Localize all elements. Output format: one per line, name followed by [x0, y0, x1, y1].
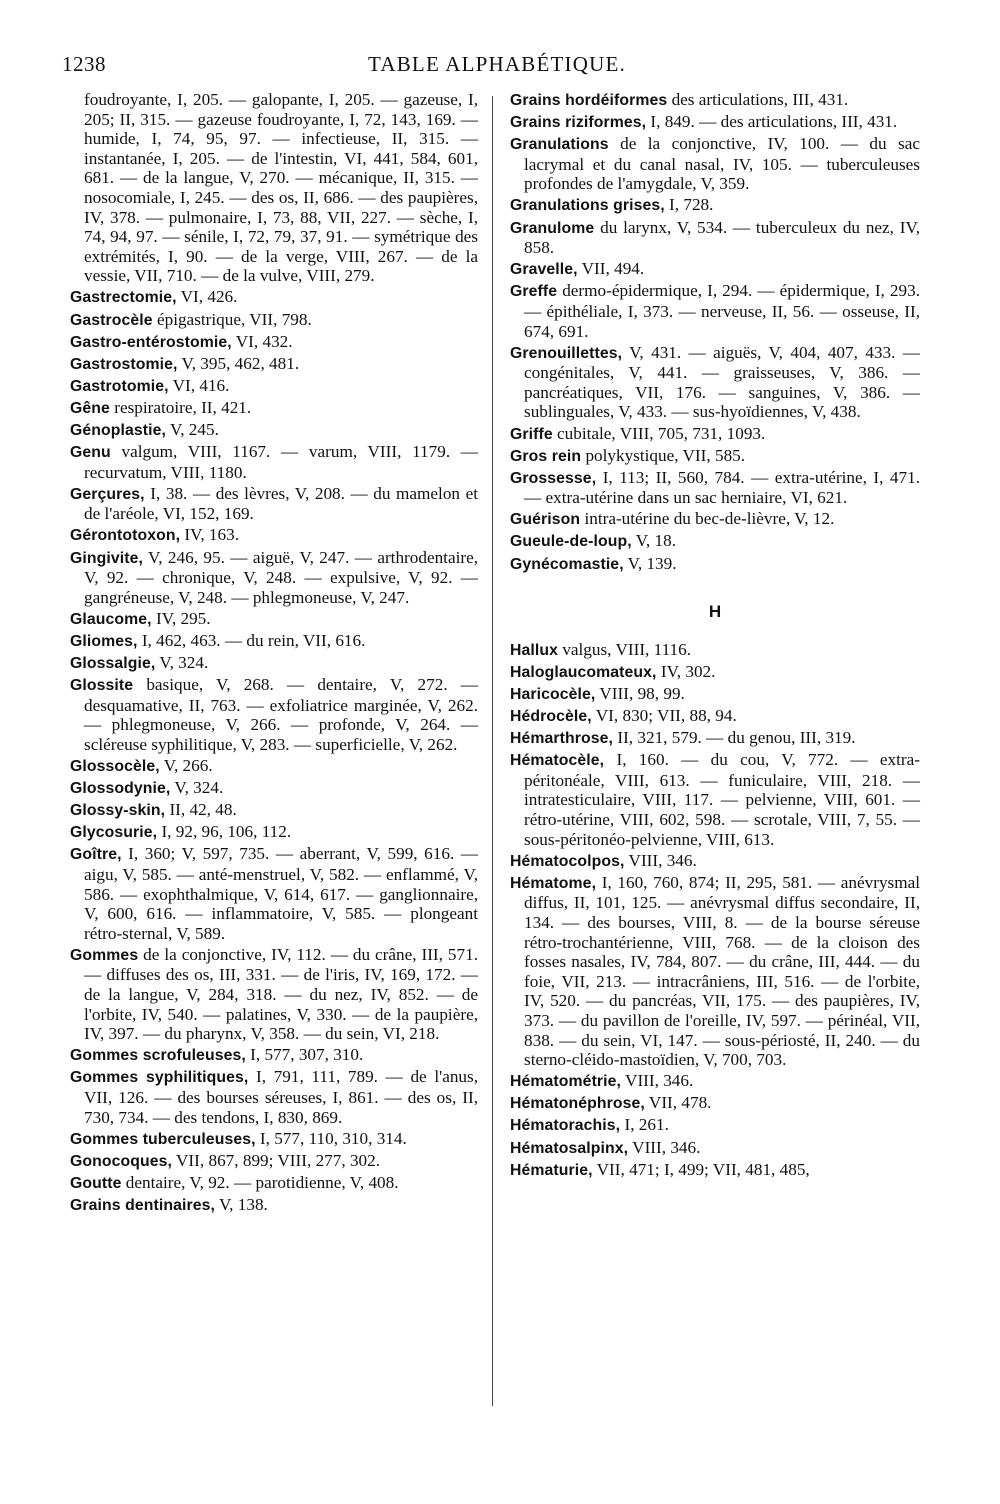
index-term: Goître, — [70, 846, 122, 864]
index-term: Gommes syphilitiques, — [70, 1069, 249, 1087]
index-term: Hématurie, — [510, 1161, 593, 1179]
index-term: Glycosurie, — [70, 824, 158, 842]
index-references: V, 138. — [215, 1194, 268, 1214]
index-entry — [510, 195, 920, 216]
index-entry — [70, 822, 478, 843]
index-entry — [70, 287, 478, 308]
index-entry — [510, 1071, 920, 1092]
index-term: Haricocèle, — [510, 685, 596, 703]
index-term: Glossodynie, — [70, 780, 171, 798]
index-references: des articulations, III, 431. — [667, 90, 849, 109]
page-title: TABLE ALPHABÉTIQUE. — [368, 52, 626, 76]
index-references: I, 728. — [664, 195, 714, 215]
index-references: II, 321, 579. — du genou, III, 319. — [613, 728, 856, 748]
index-references: polykystique, VII, 585. — [581, 445, 746, 465]
index-entry — [510, 1138, 920, 1159]
index-references: épigastrique, VII, 798. — [152, 309, 312, 329]
index-references: VII, 478. — [644, 1093, 712, 1113]
index-references: VIII, 346. — [624, 850, 697, 870]
index-entry — [510, 1115, 920, 1136]
index-references: VII, 494. — [577, 259, 645, 279]
index-term: Hématonéphrose, — [510, 1095, 645, 1113]
index-entry — [510, 873, 920, 1070]
index-term: Hémarthrose, — [510, 730, 614, 748]
index-references: basique, V, 268. — dentaire, V, 272. — desquamative, II, 763. — exfoliatrice marginée, V, 262. — phlegmoneuse, V, 266. — profonde, V, 264. — scléreuse syphilitique, V, 283. — superficielle, V, 262. — [84, 675, 478, 754]
index-term: Greffe — [510, 283, 558, 301]
index-term: Granulome — [510, 219, 595, 237]
index-entry — [510, 90, 920, 111]
index-references: intra-utérine du bec-de-lièvre, V, 12. — [580, 509, 835, 529]
index-term: Gravelle, — [510, 261, 578, 279]
index-references: du larynx, V, 534. — tuberculeux du nez, IV, 858. — [524, 217, 920, 258]
index-references: IV, 302. — [656, 661, 716, 681]
index-references: cubitale, VIII, 705, 731, 1093. — [552, 423, 766, 443]
index-term: Gingivite, — [70, 549, 143, 567]
index-term: Gastrostomie, — [70, 355, 178, 373]
index-term: Gerçures, — [70, 485, 145, 503]
index-term: Hallux — [510, 641, 559, 659]
index-term: Genu — [70, 444, 111, 462]
index-entry — [70, 844, 478, 943]
index-references: de la conjonctive, IV, 100. — du sac lacrymal et du canal nasal, IV, 105. — tuberculeuses profondes de l'amygdale, V, 359. — [524, 134, 920, 194]
index-references: I, 160, 760, 874; II, 295, 581. — anévrysmal diffus, II, 101, 125. — anévrysmal diffus secondaire, II, 134. — des bourses, VIII, 8. — de la bourse séreuse rétro-trochantérienne, VIII, 768. — de la cloison des fosses nasales, IV, 784, 807. — du crâne, III, 444. — du foie, VII, 213. — intracrâniens, III, 516. — de l'orbite, IV, 520. — du pancréas, VII, 175. — des paupières, IV, 373. — du pavillon de l'oreille, IV, 597. — périnéal, VII, 838. — du sein, VI, 147. — sous-périosté, II, 240. — du sterno-cléido-mastoïdien, V, 700, 703. — [524, 872, 920, 1070]
index-entry — [70, 800, 478, 821]
index-entry — [70, 778, 478, 799]
index-references: II, 42, 48. — [165, 800, 237, 820]
index-references: I, 577, 307, 310. — [245, 1045, 364, 1065]
index-references: I, 113; II, 560, 784. — extra-utérine, I, 471. — extra-utérine dans un sac herniaire, VI, 621. — [524, 467, 920, 508]
index-term: Grenouillettes, — [510, 344, 623, 362]
index-entry — [70, 398, 478, 419]
index-references: VIII, 346. — [621, 1071, 694, 1091]
index-term: Génoplastie, — [70, 422, 167, 439]
index-entry — [510, 1160, 920, 1181]
index-entry — [70, 609, 478, 630]
index-entry — [510, 509, 920, 530]
index-references: V, 245. — [166, 420, 219, 439]
index-term: Granulations — [510, 136, 609, 154]
index-entry — [70, 1129, 478, 1150]
index-references: respiratoire, II, 421. — [109, 397, 252, 417]
right-column-g-entries — [510, 90, 920, 574]
index-term: Grains riziformes, — [510, 114, 647, 132]
index-term: Glossite — [70, 677, 134, 695]
index-entry — [70, 376, 478, 397]
index-entry — [70, 332, 478, 353]
section-letter: H — [708, 602, 722, 622]
index-references: V, 431. — aiguës, V, 404, 407, 433. — congénitales, V, 441. — graisseuses, V, 386. — pancréatiques, VII, 176. — sanguines, V, 386. — sublinguales, V, 433. — sus-hyoïdiennes, V, 438. — [524, 342, 920, 422]
index-references: I, 360; V, 597, 735. — aberrant, V, 599, 616. — aigu, V, 585. — anté-menstruel, V, 582. — enflammé, V, 586. — exophthalmique, V, 614, 617. — ganglionnaire, V, 600, 616. — inflammatoire, V, 585. — plongeant rétro-sternal, V, 589. — [84, 844, 478, 943]
index-entry — [70, 484, 478, 524]
index-entry — [70, 354, 478, 375]
index-term: Gastrocèle — [70, 311, 153, 329]
index-term: Gros rein — [510, 447, 582, 465]
index-term: Guérison — [510, 511, 581, 529]
index-term: Goutte — [70, 1174, 122, 1192]
index-references: I, 261. — [620, 1115, 669, 1135]
index-references: VI, 830; VII, 88, 94. — [591, 706, 737, 726]
index-references: VI, 432. — [231, 331, 293, 351]
index-entry — [510, 468, 920, 508]
index-term: Granulations grises, — [510, 197, 665, 215]
index-entry — [510, 554, 920, 575]
index-references: valgum, VIII, 1167. — varum, VIII, 1179. — recurvatum, VIII, 1180. — [84, 442, 478, 482]
index-term: Grossesse, — [510, 469, 597, 487]
left-column — [70, 90, 478, 1217]
column-divider — [492, 96, 493, 1406]
index-references: V, 266. — [159, 756, 213, 775]
index-entry — [70, 1195, 478, 1216]
index-references: I, 38. — des lèvres, V, 208. — du mamelon et de l'aréole, VI, 152, 169. — [84, 483, 478, 524]
index-term: Grains hordéiformes — [510, 92, 668, 109]
index-term: Glossalgie, — [70, 655, 156, 673]
index-references: V, 324. — [155, 653, 209, 673]
index-entry — [510, 640, 920, 661]
index-entry — [510, 662, 920, 683]
index-term: Glossy-skin, — [70, 802, 166, 820]
index-entry — [510, 446, 920, 467]
index-references: V, 139. — [623, 553, 677, 573]
index-entry — [510, 531, 920, 552]
index-references: I, 160. — du cou, V, 772. — extra-péritonéale, VIII, 613. — funiculaire, VIII, 218. — intratesticulaire, VIII, 117. — pelvienne, VIII, 601. — rétro-utérine, VIII, 602, 598. — scrotale, VIII, 7, 55. — sous-péritonéo-pelvienne, VIII, 613. — [524, 750, 920, 849]
index-term: Hématosalpinx, — [510, 1139, 629, 1157]
index-term: Gérontotoxon, — [70, 527, 181, 545]
index-entry — [70, 442, 478, 482]
index-term: Gommes — [70, 946, 139, 964]
index-references: dentaire, V, 92. — parotidienne, V, 408. — [121, 1172, 399, 1192]
index-references: VI, 416. — [168, 375, 230, 395]
right-column-h-entries — [510, 640, 920, 1180]
index-entry — [70, 1067, 478, 1127]
index-term: Gueule-de-loup, — [510, 533, 632, 551]
index-entry — [70, 631, 478, 652]
index-term: Gastrotomie, — [70, 377, 169, 395]
index-references: dermo-épidermique, I, 294. — épidermique, I, 293. — épithéliale, I, 373. — nerveuse, II, 56. — osseuse, II, 674, 691. — [524, 281, 920, 341]
index-entry — [70, 1045, 478, 1066]
page-number: 1238 — [62, 52, 106, 76]
index-entry — [70, 653, 478, 674]
index-entry — [70, 756, 478, 777]
index-entry — [510, 728, 920, 749]
index-references: VI, 426. — [176, 287, 238, 307]
index-term: Hématométrie, — [510, 1073, 622, 1091]
index-entry — [70, 525, 478, 546]
index-references: VII, 471; I, 499; VII, 481, 485, — [592, 1159, 810, 1179]
index-references: I, 462, 463. — du rein, VII, 616. — [137, 630, 366, 650]
index-entry — [510, 259, 920, 280]
index-entry — [70, 420, 478, 441]
index-references: I, 577, 110, 310, 314. — [255, 1128, 407, 1148]
index-entry — [510, 218, 920, 258]
index-entry — [70, 1151, 478, 1172]
index-term: Griffe — [510, 425, 553, 443]
index-term: Gliomes, — [70, 632, 138, 650]
index-entry — [510, 1093, 920, 1114]
index-entry — [70, 945, 478, 1044]
index-entry — [510, 684, 920, 705]
index-references: I, 849. — des articulations, III, 431. — [646, 112, 898, 132]
index-term: Gommes scrofuleuses, — [70, 1047, 246, 1065]
index-entry — [510, 851, 920, 872]
index-references: VIII, 98, 99. — [595, 683, 685, 703]
index-references: I, 791, 111, 789. — de l'anus, VII, 126. — des bourses séreuses, I, 861. — des os, II, 730, 734. — des tendons, I, 830, 869. — [84, 1067, 478, 1127]
running-header — [62, 52, 938, 86]
index-references: IV, 295. — [151, 608, 211, 628]
index-entry — [70, 675, 478, 754]
index-term: Hédrocèle, — [510, 708, 592, 726]
index-term: Glossocèle, — [70, 758, 160, 775]
index-entry — [70, 1173, 478, 1194]
index-references: IV, 163. — [180, 525, 240, 545]
index-references: valgus, VIII, 1116. — [558, 639, 692, 659]
index-entry — [510, 343, 920, 422]
index-term: Hématorachis, — [510, 1117, 621, 1135]
index-references: V, 18. — [631, 531, 676, 551]
index-entry — [510, 134, 920, 194]
index-references: I, 92, 96, 106, 112. — [157, 822, 292, 842]
index-entry — [510, 424, 920, 445]
right-column — [510, 90, 920, 1182]
index-term: Hématocolpos, — [510, 852, 625, 870]
index-entry — [510, 112, 920, 133]
index-term: Haloglaucomateux, — [510, 663, 657, 681]
index-term: Gonocoques, — [70, 1152, 173, 1170]
index-term: Gêne — [70, 399, 110, 417]
index-references: V, 395, 462, 481. — [177, 353, 300, 373]
index-term: Gastro-entérostomie, — [70, 333, 232, 351]
index-term: Gommes tuberculeuses, — [70, 1130, 256, 1148]
index-entry — [70, 310, 478, 331]
index-references: de la conjonctive, IV, 112. — du crâne, III, 571. — diffuses des os, III, 331. — de l'iris, IV, 169, 172. — de la langue, V, 284, 318. — du nez, IV, 852. — de l'orbite, IV, 540. — palatines, V, 330. — de la paupière, IV, 397. — du pharynx, V, 358. — du sein, VI, 218. — [84, 944, 478, 1044]
index-references: V, 246, 95. — aiguë, V, 247. — arthrodentaire, V, 92. — chronique, V, 248. — expulsive, V, 92. — gangréneuse, V, 248. — phlegmoneuse, V, 247. — [84, 547, 478, 607]
index-term: Gynécomastie, — [510, 555, 624, 573]
index-references: foudroyante, I, 205. — galopante, I, 205. — gazeuse, I, 205; II, 315. — gazeuse foudroyante, I, 72, 143, 169. — humide, I, 74, 95, 97. — infectieuse, II, 315. — instantanée, I, 205. — de l'intestin, VI, 441, 584, 601, 681. — de la langue, V, 270. — mécanique, II, 315. — nosocomiale, I, 245. — des os, II, 686. — des paupières, IV, 378. — pulmonaire, I, 73, 88, VII, 227. — sèche, I, 74, 94, 97. — sénile, I, 72, 79, 37, 91. — symétrique des extrémités, I, 90. — de la verge, VIII, 267. — de la vessie, VII, 710. — de la vulve, VIII, 279. — [84, 90, 478, 286]
index-entry — [510, 750, 920, 849]
index-references: VII, 867, 899; VIII, 277, 302. — [172, 1150, 381, 1170]
index-term: Grains dentinaires, — [70, 1196, 215, 1214]
index-term: Gastrectomie, — [70, 289, 177, 307]
index-entry — [70, 90, 478, 286]
index-entry — [510, 706, 920, 727]
index-entry — [70, 548, 478, 608]
index-term: Hématocèle, — [510, 752, 605, 770]
index-entry — [510, 281, 920, 341]
index-term: Hématome, — [510, 874, 597, 892]
index-term: Glaucome, — [70, 610, 152, 628]
index-references: VIII, 346. — [628, 1137, 701, 1157]
index-references: V, 324. — [170, 778, 224, 798]
